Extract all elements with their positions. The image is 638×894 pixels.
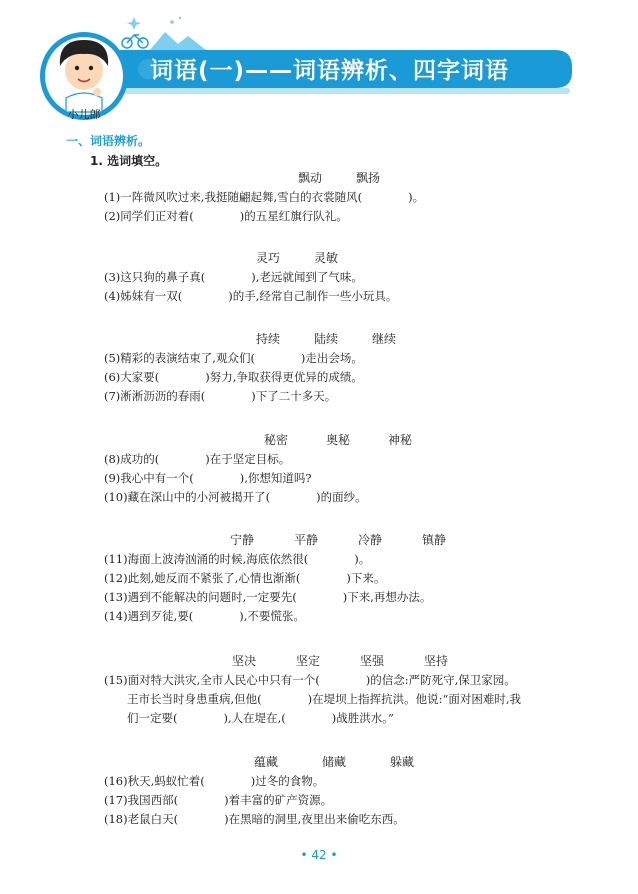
word-choice: 灵敏 bbox=[314, 251, 339, 265]
page-number: • 42 • bbox=[300, 848, 338, 862]
chapter-title: 词语(一)——词语辨析、四字词语 bbox=[150, 58, 510, 84]
word-group bbox=[104, 168, 584, 226]
word-choices bbox=[104, 248, 584, 268]
word-choices bbox=[104, 329, 584, 349]
chapter-banner bbox=[0, 0, 638, 140]
exercise-line: (3)这只狗的鼻子真( ),老远就闻到了气味。 bbox=[104, 270, 363, 284]
exercise-line: (14)遇到歹徒,要( ),不要慌张。 bbox=[104, 609, 305, 623]
word-choice: 平静 bbox=[294, 533, 319, 547]
word-choice: 储藏 bbox=[322, 755, 347, 769]
word-choice: 坚定 bbox=[296, 654, 321, 668]
exercise-line: 们一定要( ),人在堤在,( )战胜洪水。” bbox=[104, 711, 394, 725]
word-choice: 飘动 bbox=[298, 171, 323, 185]
word-group bbox=[104, 651, 584, 728]
exercise-line: (4)姊妹有一双( )的手,经常自己制作一些小玩具。 bbox=[104, 289, 398, 303]
exercise-line: (17)我国西部( )着丰富的矿产资源。 bbox=[104, 793, 333, 807]
word-choice: 奥秘 bbox=[326, 433, 351, 447]
exercise-line: (11)海面上波涛汹涌的时候,海底依然很( )。 bbox=[104, 552, 371, 566]
section-heading: 一、词语辨析。 bbox=[66, 134, 151, 148]
word-choices bbox=[104, 168, 584, 188]
exercise-line: (10)藏在深山中的小河被揭开了( )的面纱。 bbox=[104, 490, 367, 504]
word-choice: 神秘 bbox=[388, 433, 413, 447]
exercise-line: (8)成功的( )在于坚定目标。 bbox=[104, 452, 291, 466]
word-choices bbox=[104, 651, 584, 671]
exercise-line: (5)精彩的表演结束了,观众们( )走出会场。 bbox=[104, 351, 363, 365]
word-choice: 陆续 bbox=[314, 332, 339, 346]
exercise-line: (9)我心中有一个( ),你想知道吗? bbox=[104, 471, 312, 485]
exercise-line: (12)此刻,她反而不紧张了,心情也渐渐( )下来。 bbox=[104, 571, 386, 585]
exercise-line: (6)大家要( )努力,争取获得更优异的成绩。 bbox=[104, 370, 363, 384]
word-choice: 秘密 bbox=[264, 433, 289, 447]
question-heading: 1. 选词填空。 bbox=[90, 154, 168, 168]
word-choice: 坚决 bbox=[232, 654, 257, 668]
mountain-icon bbox=[150, 32, 206, 50]
sparkle-icon bbox=[127, 17, 181, 30]
word-group bbox=[104, 530, 584, 626]
word-choice: 镇静 bbox=[422, 533, 447, 547]
word-choices bbox=[104, 530, 584, 550]
exercise-line: (7)淅淅沥沥的春雨( )下了二十多天。 bbox=[104, 389, 337, 403]
banner-underline bbox=[100, 88, 570, 94]
exercise-line: (2)同学们正对着( )的五星红旗行队礼。 bbox=[104, 209, 348, 223]
exercise-line: (18)老鼠白天( )在黑暗的洞里,夜里出来偷吃东西。 bbox=[104, 812, 405, 826]
exercise-line: (1)一阵微风吹过来,我挺随翩起舞,雪白的衣裳随风( )。 bbox=[104, 190, 425, 204]
word-group bbox=[104, 248, 584, 306]
word-choice: 继续 bbox=[372, 332, 397, 346]
word-group bbox=[104, 329, 584, 406]
word-choice: 坚持 bbox=[424, 654, 449, 668]
word-choice: 躲藏 bbox=[390, 755, 415, 769]
word-choices bbox=[104, 752, 584, 772]
word-choice: 持续 bbox=[256, 332, 281, 346]
word-choices bbox=[104, 430, 584, 450]
word-group bbox=[104, 430, 584, 507]
exercise-line: (16)秋天,蚂蚁忙着( )过冬的食物。 bbox=[104, 774, 325, 788]
word-choice: 飘扬 bbox=[356, 171, 381, 185]
word-choice: 灵巧 bbox=[256, 251, 281, 265]
word-choice: 蕴藏 bbox=[254, 755, 279, 769]
exercise-line: 王市长当时身患重病,但他( )在堤坝上指挥抗洪。他说:“面对困难时,我 bbox=[104, 692, 522, 706]
word-group bbox=[104, 752, 584, 829]
word-choice: 冷静 bbox=[358, 533, 383, 547]
bicycle-icon bbox=[122, 35, 148, 48]
exercise-line: (15)面对特大洪灾,全市人民心中只有一个( )的信念:严防死守,保卫家园。 bbox=[104, 673, 516, 687]
exercise-line: (13)遇到不能解决的问题时,一定要先( )下来,再想办法。 bbox=[104, 590, 432, 604]
word-choice: 坚强 bbox=[360, 654, 385, 668]
mascot-label: 小儿郎 bbox=[67, 108, 101, 121]
boy-mascot-icon bbox=[60, 40, 108, 112]
word-choice: 宁静 bbox=[230, 533, 255, 547]
